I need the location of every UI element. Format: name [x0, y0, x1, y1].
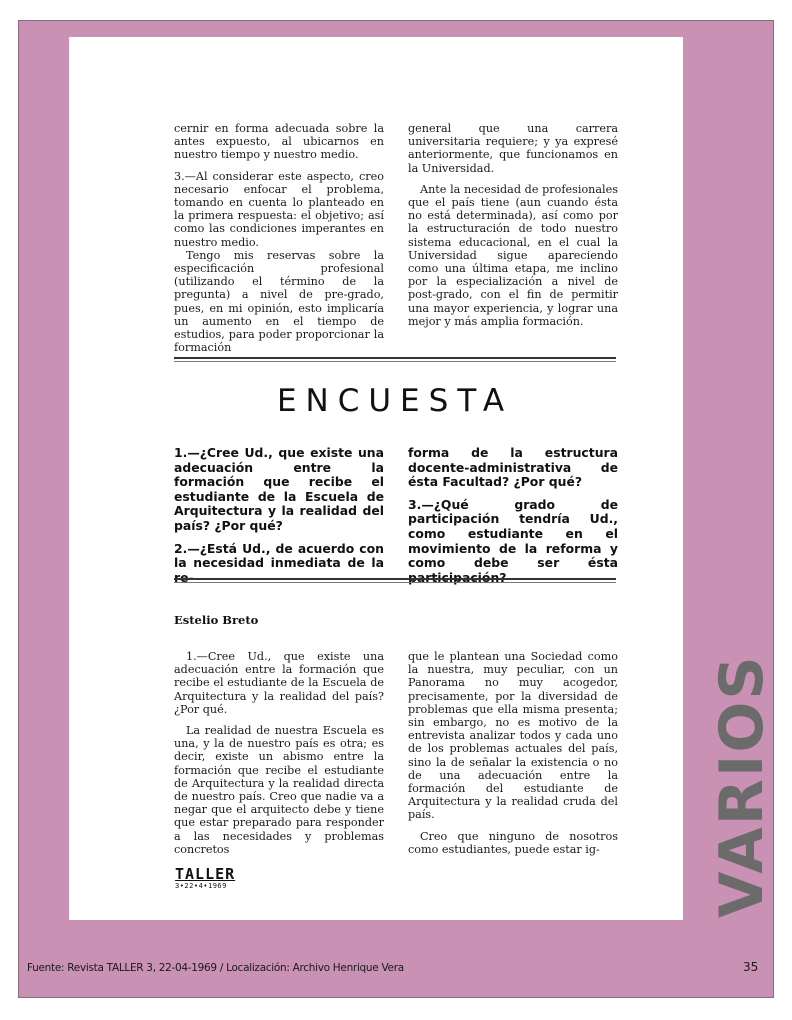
- paragraph: Tengo mis reservas sobre la especificación profesional (utilizando el término de la pregunta) a nivel de pre-grado, pues, en mi opinión, esto implicaría un aumento en el tiempo de estudios, para poder proporcionar la formación: [174, 248, 384, 355]
- author-name: Estelio Breto: [174, 613, 259, 627]
- top-left-column: [174, 122, 384, 362]
- survey-question: 1.—¿Cree Ud., que existe una adecuación entre la formación que recibe el estudiante de la Escuela de Arquitectura y la realidad del país? ¿Por qué?: [174, 445, 384, 533]
- paragraph: que le plantean una Sociedad como la nuestra, muy peculiar, con un Panorama no muy acogedor, precisamente, por la diversidad de problemas que ella misma presenta; sin embargo, no es motivo de la entrevista analizar todos y cada uno de los problemas actuales del país, sino la de señalar la existencia o no de una adecuación entre la formación del estudiante de Arquitectura y la realidad cruda del país.: [408, 650, 618, 822]
- section-rule-bottom: [174, 578, 616, 583]
- paragraph: general que una carrera universitaria requiere; y ya expresé anteriormente, que funcionamos en la Universidad.: [408, 122, 618, 175]
- taller-logo: [175, 867, 235, 890]
- survey-question: 2.—¿Está Ud., de acuerdo con la necesidad inmediata de la re-: [174, 540, 384, 585]
- survey-question: 3.—¿Qué grado de participación tendría Ud., como estudiante en el movimiento de la reforma y como debe ser ésta participación?: [408, 496, 618, 585]
- source-footer: Fuente: Revista TALLER 3, 22-04-1969 / Localización: Archivo Henrique Vera: [27, 962, 404, 974]
- paragraph: Creo que ninguno de nosotros como estudiantes, puede estar ig-: [408, 829, 618, 856]
- paragraph: La realidad de nuestra Escuela es una, y la de nuestro país es otra; es decir, existe un abismo entre la formación que recibe el estudiante de Arquitectura y la realidad directa de nuestro país. Creo que nadie va a negar que el arquitecto debe y tiene que estar preparado para responder a las necesidades y problemas concretos: [174, 724, 384, 856]
- paragraph: 3.—Al considerar este aspecto, creo necesario enfocar el problema, tomando en cuenta lo planteado en la primera respuesta: el objetivo; así como las condiciones imperantes en nuestro medio.: [174, 169, 384, 249]
- paragraph: Ante la necesidad de profesionales que el país tiene (aun cuando ésta no está determinada), así como por la estructuración de todo nuestro sistema educacional, en el cual la Universidad sigue apareciendo como una última etapa, me inclino por la especialización a nivel de post-grado, con el fin de permitir una mayor experiencia, y lograr una mejor y más amplia formación.: [408, 182, 618, 328]
- paragraph: cernir en forma adecuada sobre la antes expuesto, al ubicarnos en nuestro tiempo y nuestro medio.: [174, 122, 384, 162]
- top-right-column: [408, 122, 618, 336]
- logo-wordmark: TALLER: [175, 865, 236, 883]
- section-rule-top: [174, 357, 616, 362]
- survey-title: ENCUESTA: [276, 383, 514, 419]
- section-side-label: VARIOS: [707, 654, 777, 918]
- logo-date: 3•22•4•1969: [175, 882, 227, 890]
- paragraph: 1.—Cree Ud., que existe una adecuación entre la formación que recibe el estudiante de la Escuela de Arquitectura y la realidad del país? ¿Por qué.: [174, 650, 384, 716]
- interview-right-column: [408, 650, 618, 864]
- interview-left-column: [174, 650, 384, 864]
- page-number: 35: [743, 960, 759, 974]
- survey-left-column: [174, 446, 384, 593]
- survey-question: forma de la estructura docente-administrativa de ésta Facultad? ¿Por qué?: [408, 445, 618, 490]
- survey-right-column: [408, 446, 618, 593]
